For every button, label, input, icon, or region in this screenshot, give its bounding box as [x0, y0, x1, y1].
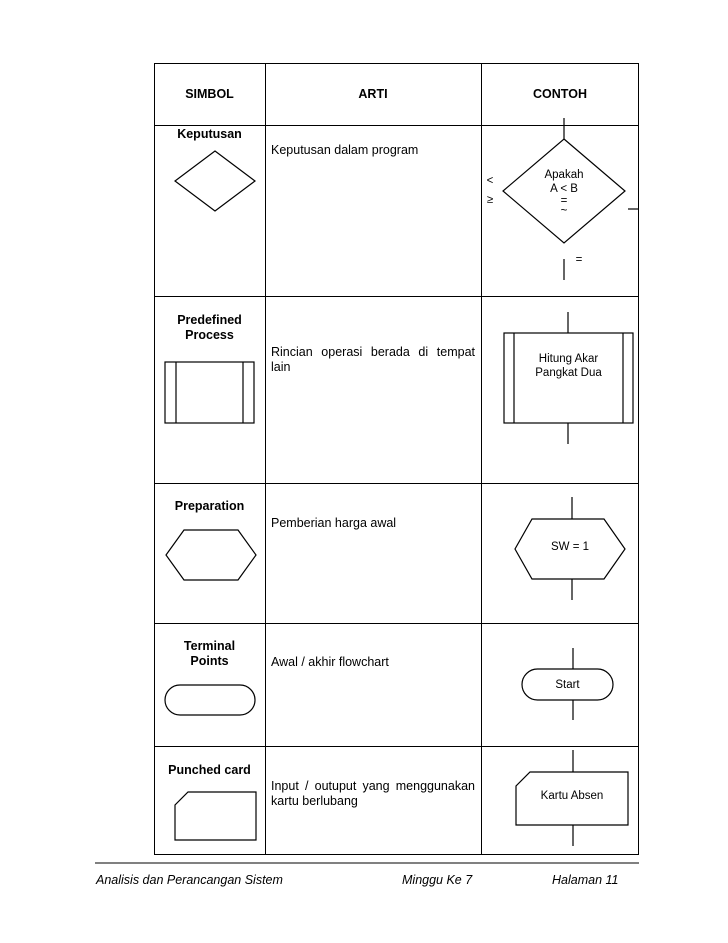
symbol-name-line: Process [185, 328, 234, 342]
decision-branch-less: < [486, 175, 494, 187]
terminal-symbol [165, 685, 255, 715]
footer-week: Minggu Ke 7 [402, 873, 473, 887]
preparation-example-text: SW = 1 [550, 541, 590, 553]
decision-branch-equal: = [575, 254, 583, 266]
meaning-preparation: Pemberian harga awal [271, 516, 397, 530]
decision-example-line: A < B [550, 183, 578, 195]
decision-example-eq: = [560, 195, 568, 207]
footer-course-title: Analisis dan Perancangan Sistem [96, 873, 283, 887]
decision-diamond-symbol [175, 151, 255, 211]
footer-page-number: Halaman 11 [552, 873, 619, 887]
symbol-name-preparation: Preparation [174, 499, 245, 513]
preparation-hexagon-symbol [166, 530, 256, 580]
punched-card-symbol [175, 792, 256, 840]
symbol-name-line: Points [190, 654, 229, 668]
meaning-predefined-process: Rincian operasi berada di tempat lain [271, 345, 475, 374]
meaning-decision: Keputusan dalam program [271, 143, 419, 157]
predefined-process-example-line: Pangkat Dua [535, 367, 602, 379]
predefined-process-example-text [514, 352, 623, 380]
punched-card-example-text: Kartu Absen [540, 790, 604, 802]
predefined-process-example-line: Hitung Akar [538, 353, 599, 365]
symbol-name-line: Terminal [183, 639, 236, 653]
decision-example-text [524, 168, 604, 216]
symbol-name-line: Predefined [177, 313, 242, 327]
decision-example-line: Apakah [544, 169, 584, 181]
header-example: CONTOH [533, 87, 587, 101]
decision-branch-greater-equal: ≥ [486, 194, 494, 206]
decision-example-tilde: ~ [560, 205, 568, 217]
symbol-name-punched-card: Punched card [168, 763, 251, 777]
header-symbol: SIMBOL [185, 87, 234, 101]
meaning-terminal-points: Awal / akhir flowchart [271, 655, 389, 669]
header-meaning: ARTI [358, 87, 388, 101]
predefined-process-symbol [165, 362, 254, 423]
meaning-punched-card: Input / outuput yang menggunakan kartu berlubang [271, 779, 475, 808]
terminal-example-text: Start [555, 679, 580, 691]
symbol-name-decision: Keputusan [177, 127, 242, 141]
